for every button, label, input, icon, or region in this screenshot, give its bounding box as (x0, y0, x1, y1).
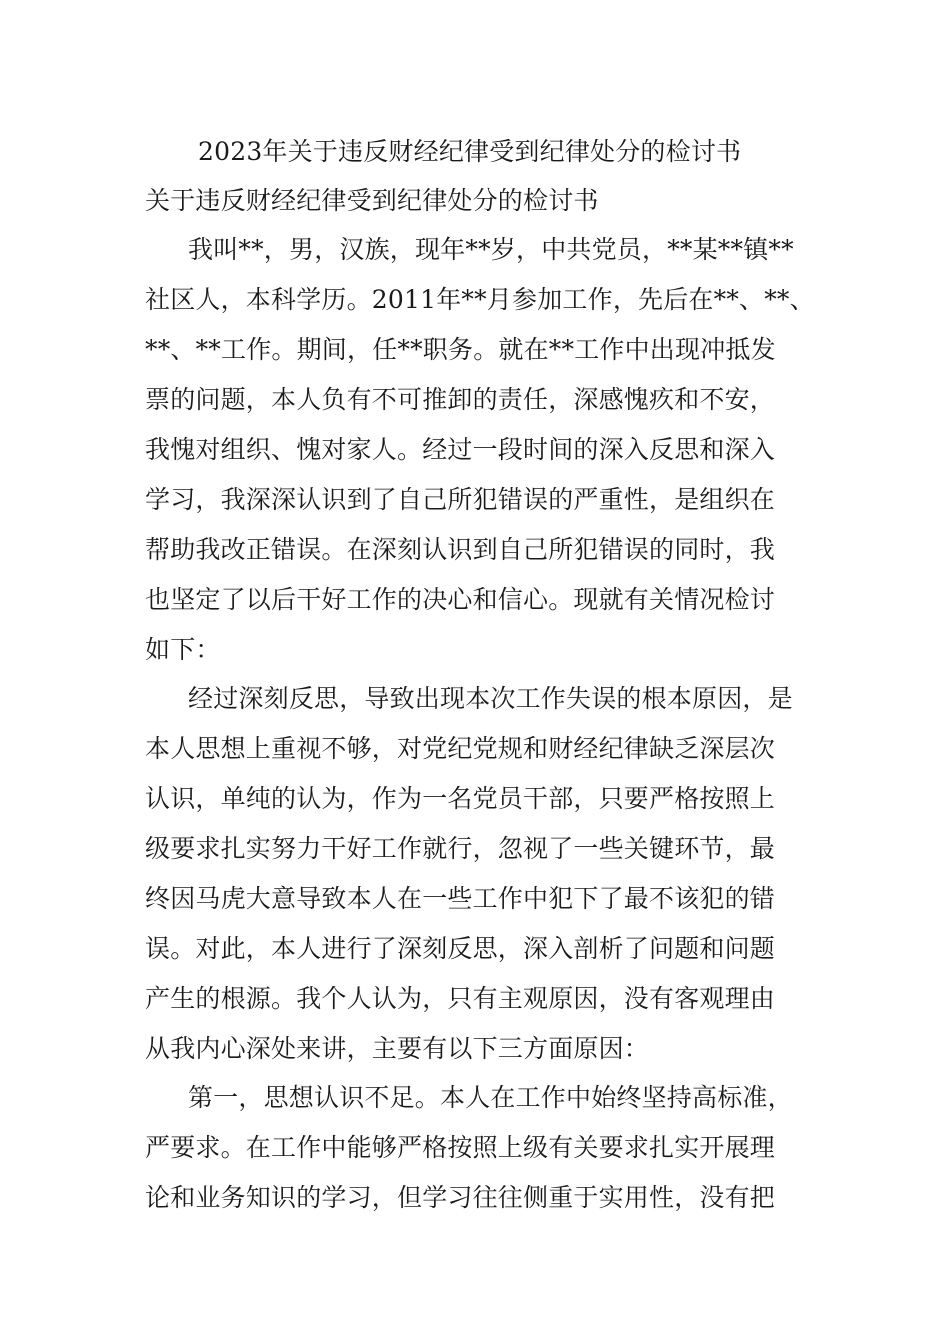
body-line-16: 产生的根源。我个人认为，只有主观原因，没有客观理由 (145, 984, 776, 1013)
body-line-14: 终因马虎大意导致本人在一些工作中犯下了最不该犯的错 (145, 884, 776, 913)
body-line-20: 论和业务知识的学习，但学习往往侧重于实用性，没有把 (145, 1183, 776, 1212)
body-line-5: 我愧对组织、愧对家人。经过一段时间的深入反思和深入 (145, 435, 776, 464)
body-line-15: 误。对此，本人进行了深刻反思，深入剖析了问题和问题 (145, 934, 776, 963)
body-line-4: 票的问题，本人负有不可推卸的责任，深感愧疚和不安， (145, 385, 776, 414)
body-line-2: 社区人，本科学历。2011年**月参加工作，先后在**、**、 (145, 285, 815, 314)
body-line-3: **、**工作。期间，任**职务。就在**工作中出现冲抵发 (145, 335, 776, 364)
body-line-10: 经过深刻反思，导致出现本次工作失误的根本原因，是 (188, 684, 793, 713)
body-line-9: 如下： (145, 635, 221, 664)
body-line-18: 第一，思想认识不足。本人在工作中始终坚持高标准， (188, 1083, 793, 1112)
body-line-13: 级要求扎实努力干好工作就行，忽视了一些关键环节，最 (145, 834, 776, 863)
body-line-17: 从我内心深处来讲，主要有以下三方面原因： (145, 1034, 650, 1063)
document-title: 2023年关于违反财经纪律受到纪律处分的检讨书 (198, 137, 742, 166)
body-line-12: 认识，单纯的认为，作为一名党员干部，只要严格按照上 (145, 784, 776, 813)
body-line-1: 我叫**，男，汉族，现年**岁，中共党员，**某**镇** (188, 235, 794, 264)
body-line-19: 严要求。在工作中能够严格按照上级有关要求扎实开展理 (145, 1133, 776, 1162)
body-line-8: 也坚定了以后干好工作的决心和信心。现就有关情况检讨 (145, 585, 776, 614)
body-line-6: 学习，我深深认识到了自己所犯错误的严重性，是组织在 (145, 485, 776, 514)
document-subtitle: 关于违反财经纪律受到纪律处分的检讨书 (145, 186, 599, 215)
body-line-7: 帮助我改正错误。在深刻认识到自己所犯错误的同时，我 (145, 535, 776, 564)
body-line-11: 本人思想上重视不够，对党纪党规和财经纪律缺乏深层次 (145, 734, 776, 763)
